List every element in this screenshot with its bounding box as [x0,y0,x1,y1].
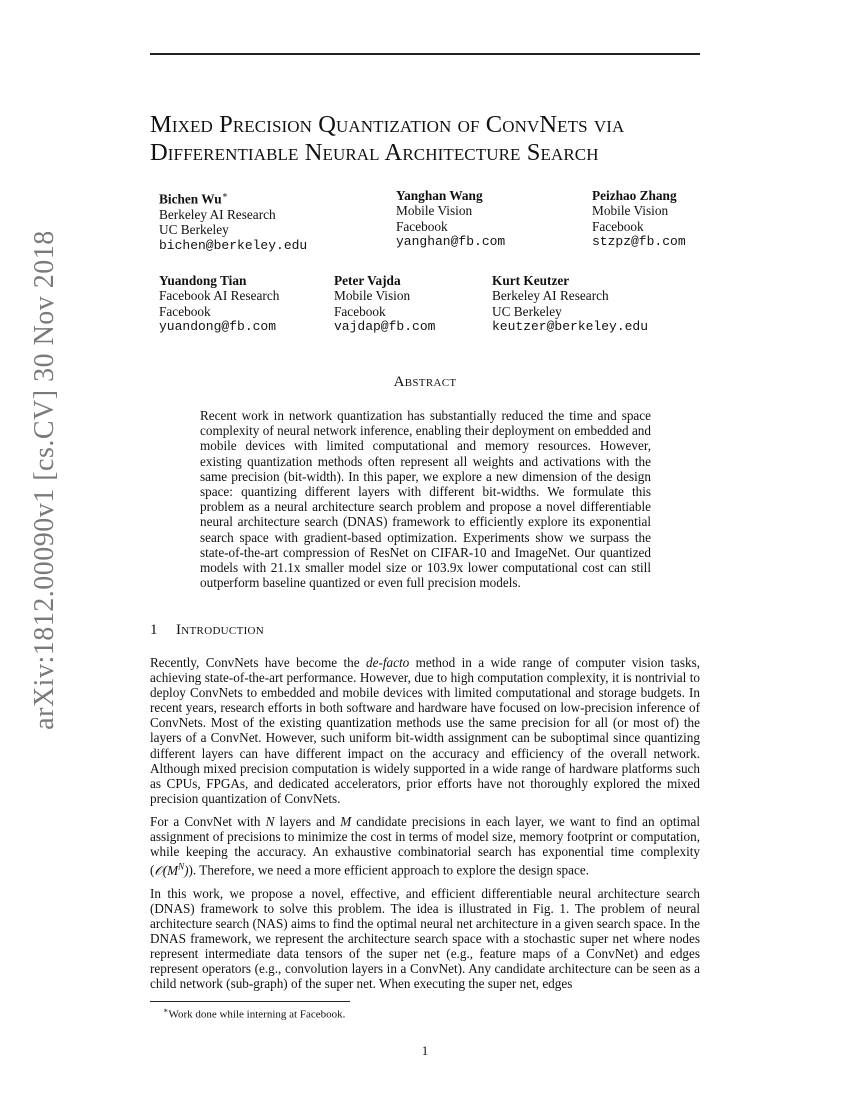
author-affiliation: Mobile Vision [334,288,411,304]
complexity-formula: $𝒪(M^N)$ [154,861,189,878]
paragraph: In this work, we propose a novel, effective, and efficient differentiable neural architecture search (DNAS) framework to solve this problem. The idea is illustrated in Fig. 1. The problem of neural architecture search (NAS) aims to find the optimal neural net architecture in a given search space. In the DNAS framework, we represent the architecture search space with a stochastic super net where nodes represent intermediate data tensors of the super net (e.g., feature maps of a ConvNet) and edges represent operators (e.g., convolution layers in a ConvNet). Any candidate architecture can be seen as a child network (sub-graph) of the super net. When executing the super net, edges [150,885,700,992]
author-email[interactable]: yanghan@fb.com [396,234,506,250]
section-title: Introduction [176,622,265,638]
author-affiliation: Mobile Vision [396,203,473,219]
author-affiliation: Facebook AI Research [159,288,280,304]
paragraph: Recently, ConvNets have become the de-facto method in a wide range of computer vision tasks, achieving state-of-the-art performance. However, due to high computation complexity, it is nontrivial to deploy ConvNets to embedded and mobile devices with limited computational and storage budgets. In recent years, research efforts in both software and hardware have focused on low-precision inference of ConvNets. Most of the existing quantization methods use the same precision for all (or most of) the layers of a ConvNet. However, such uniform bit-width assignment can be suboptimal since quantizing different layers can have different impact on the accuracy and efficiency of the overall network. Although mixed precision computation is widely supported in a wide range of hardware platforms such as CPUs, FPGAs, and dedicated accelerators, prior efforts have not thoroughly explored the mixed precision quantization of ConvNets. [150,655,700,806]
author-affiliation: Mobile Vision [592,203,669,219]
paragraph: For a ConvNet with N layers and M candidate precisions in each layer, we want to find an optimal assignment of precisions to minimize the cost in terms of model size, memory footprint or computation, while keeping the accuracy. An exhaustive combinatorial search has exponential time complexity $(𝒪(M^N))$. Therefore, we need a more efficient approach to explore the design space. [150,813,700,878]
author-affiliation: Facebook [334,303,386,319]
author-email[interactable]: stzpz@fb.com [592,234,686,250]
abstract-heading: Abstract [393,374,457,390]
author-block [592,188,686,250]
author-name: Yuandong Tian [159,273,247,288]
top-rule [150,53,700,55]
author-block [159,273,279,335]
author-email[interactable]: keutzer@berkeley.edu [492,319,649,335]
author-email[interactable]: bichen@berkeley.edu [159,237,308,253]
title-line-2: Differentiable Neural Architecture Search [150,139,599,166]
author-block [159,188,307,253]
author-affiliation: UC Berkeley [159,222,229,238]
section-number: 1 [150,622,158,638]
author-email[interactable]: yuandong@fb.com [159,319,277,335]
arxiv-identifier: arXiv:1812.00090v1 [cs.CV] 30 Nov 2018 [29,230,60,730]
body-text [150,655,700,999]
author-affiliation: Berkeley AI Research [492,288,609,304]
paper-title [150,111,710,167]
author-email[interactable]: vajdap@fb.com [334,319,436,335]
section-heading [150,622,264,639]
author-block [492,273,648,335]
footnote: ∗Work done while interning at Facebook. [163,1006,346,1021]
author-affiliation: UC Berkeley [492,303,562,319]
footnote-rule [150,1001,350,1002]
author-name: Bichen Wu∗ [159,190,228,207]
author-name: Peizhao Zhang [592,188,677,203]
author-name: Peter Vajda [334,273,401,288]
page-number: 1 [421,1043,429,1058]
title-line-1: Mixed Precision Quantization of ConvNets via [150,111,625,138]
author-name: Yanghan Wang [396,188,483,203]
author-affiliation: Facebook [396,218,448,234]
author-affiliation: Berkeley AI Research [159,206,276,222]
author-block [396,188,505,250]
abstract-text: Recent work in network quantization has substantially reduced the time and space complexity of neural network inference, enabling their deployment on embedded and mobile devices with limited computational and memory resources. However, existing quantization methods often represent all weights and activations with the same precision (bit-width). In this paper, we explore a new dimension of the design space: quantizing different layers with different bit-widths. We formulate this problem as a neural architecture search problem and propose a novel differentiable neural architecture search (DNAS) framework to efficiently explore its exponential search space with gradient-based optimization. Experiments show we surpass the state-of-the-art compression of ResNet on CIFAR-10 and ImageNet. Our quantized models with 21.1x smaller model size or 103.9x lower computational cost can still outperform baseline quantized or even full precision models. [200,408,651,591]
author-block [334,273,435,335]
author-name: Kurt Keutzer [492,273,570,288]
author-affiliation: Facebook [592,218,644,234]
author-affiliation: Facebook [159,303,211,319]
